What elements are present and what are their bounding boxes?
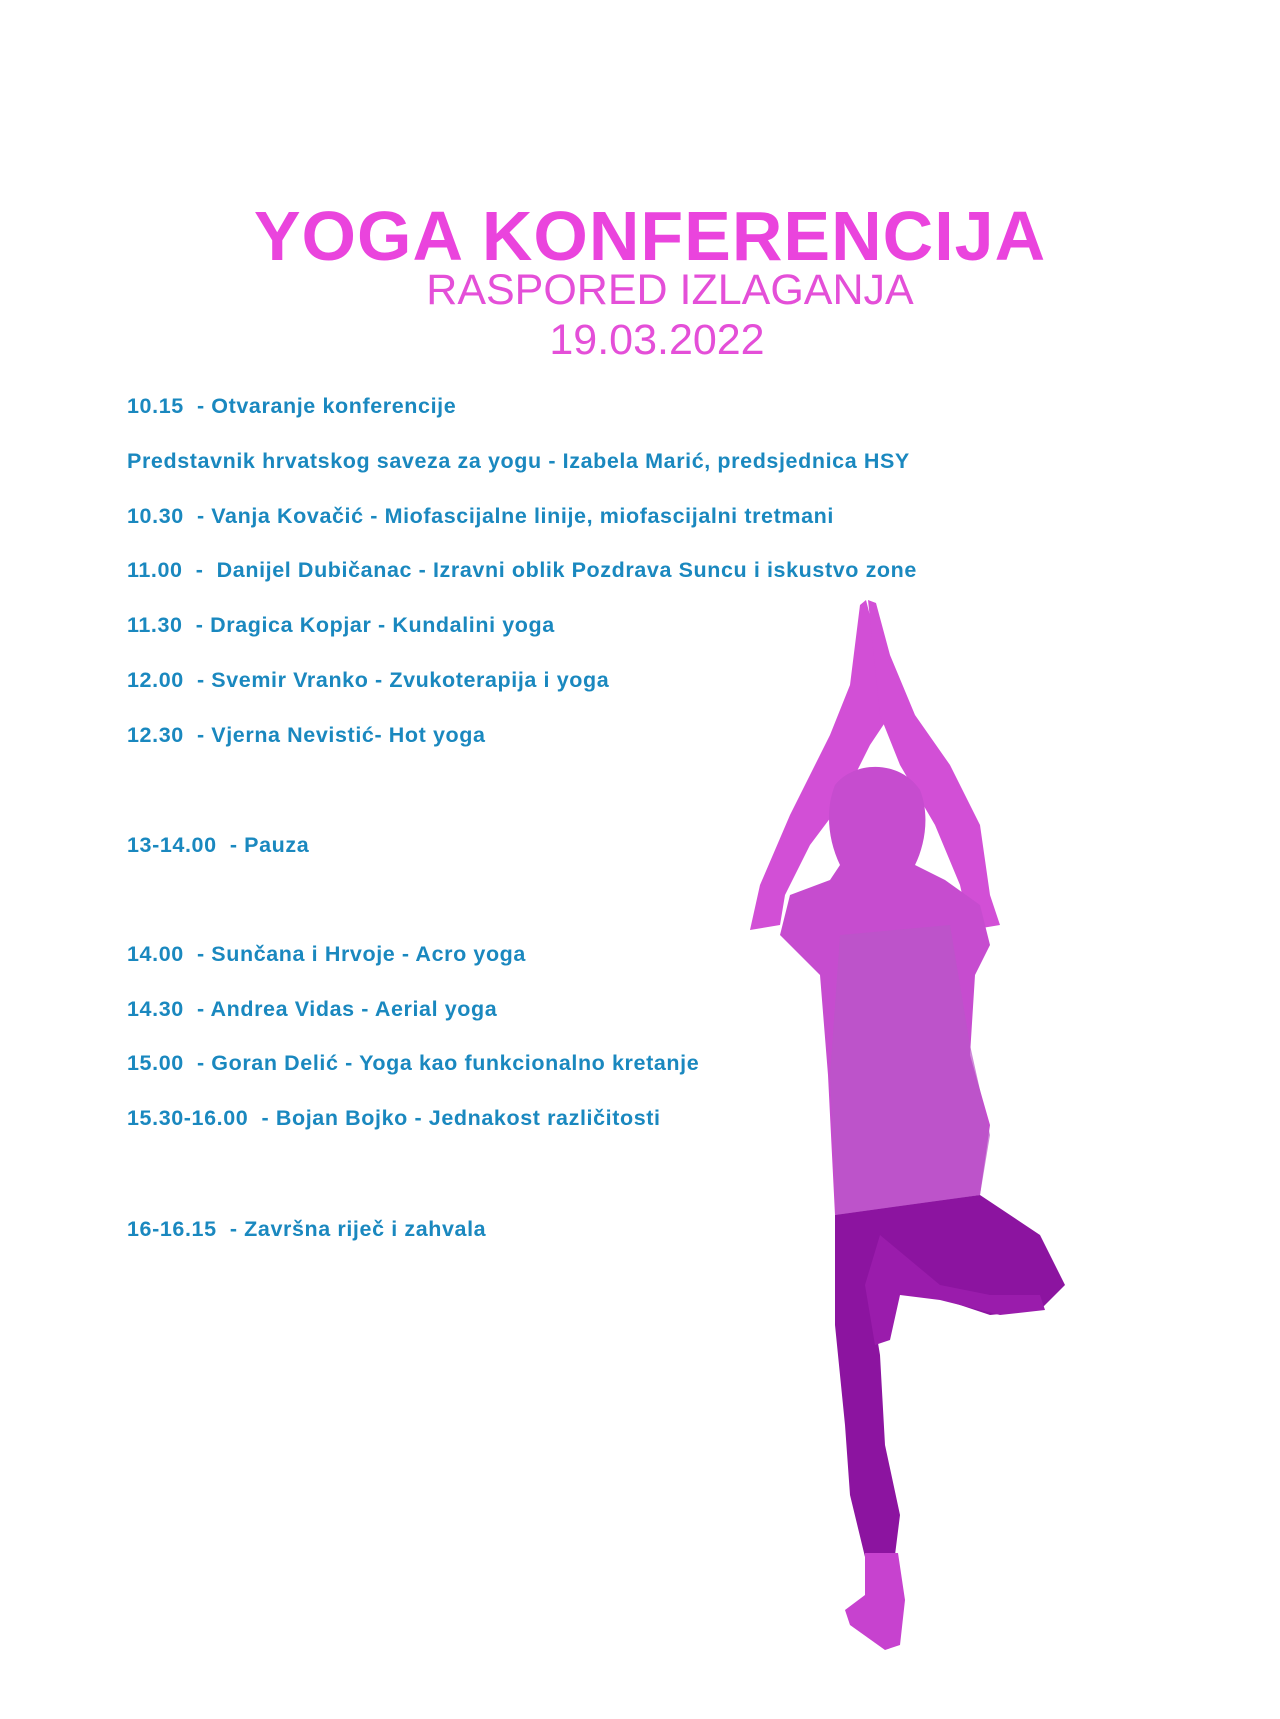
page-subtitle: RASPORED IZLAGANJA bbox=[426, 266, 914, 314]
schedule-item: 15.00 - Goran Delić - Yoga kao funkcionalno kretanje bbox=[127, 1051, 700, 1075]
schedule-item: 10.30 - Vanja Kovačić - Miofascijalne linije, miofascijalni tretmani bbox=[127, 504, 834, 528]
figure-foot bbox=[845, 1553, 905, 1650]
event-date: 19.03.2022 bbox=[549, 316, 765, 364]
schedule-item: 14.00 - Sunčana i Hrvoje - Acro yoga bbox=[127, 942, 526, 966]
schedule-item: 14.30 - Andrea Vidas - Aerial yoga bbox=[127, 997, 498, 1021]
yoga-woman-illustration bbox=[740, 595, 1120, 1665]
schedule-item: 12.30 - Vjerna Nevistić- Hot yoga bbox=[127, 723, 486, 747]
schedule-item: 10.15 - Otvaranje konferencije bbox=[127, 394, 457, 418]
schedule-item: 15.30-16.00 - Bojan Bojko - Jednakost različitosti bbox=[127, 1106, 661, 1130]
schedule-item: Predstavnik hrvatskog saveza za yogu - Izabela Marić, predsjednica HSY bbox=[127, 449, 910, 473]
page-title: YOGA KONFERENCIJA bbox=[253, 197, 1047, 275]
schedule-item-break: 13-14.00 - Pauza bbox=[127, 833, 310, 857]
schedule-item: 11.00 - Danijel Dubičanac - Izravni oblik Pozdrava Suncu i iskustvo zone bbox=[127, 558, 917, 582]
schedule-item: 12.00 - Svemir Vranko - Zvukoterapija i yoga bbox=[127, 668, 610, 692]
schedule-item: 11.30 - Dragica Kopjar - Kundalini yoga bbox=[127, 613, 555, 637]
schedule-item: 16-16.15 - Završna riječ i zahvala bbox=[127, 1217, 487, 1241]
figure-legs bbox=[835, 1195, 1065, 1557]
